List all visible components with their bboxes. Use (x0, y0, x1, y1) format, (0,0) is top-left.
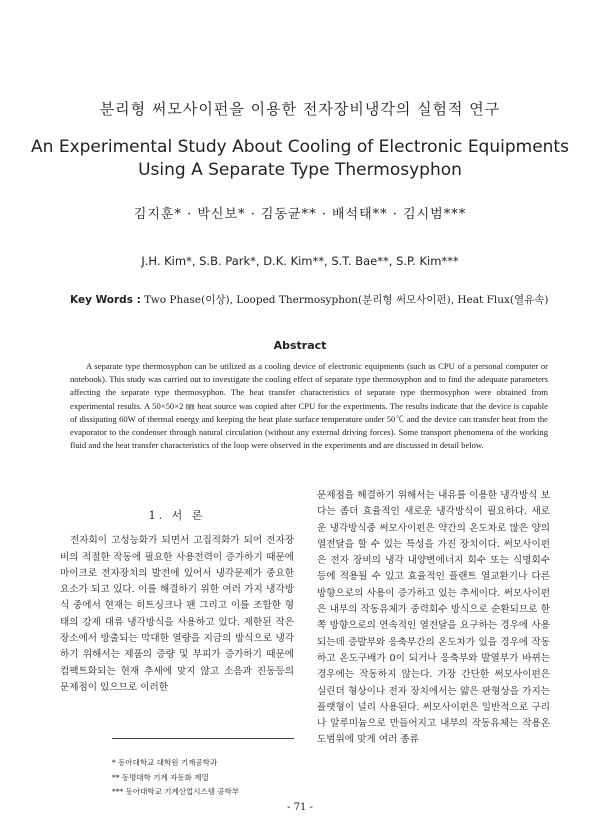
right-column-text: 문제점을 해결하기 위해서는 내유를 이용한 냉각방식 보다는 좀더 효율적인 새로운 냉각방식이 필요하다. 새로운 냉각방식중 써모사이펀은 약간의 온도차로 많은 양의 열전달을 할 수 있는 특성을 가진 장치이다. 써모사이펀은 전자 장비의 냉각 내양변에너지 회수 또는 식명회수 등에 적용될 수 있고 효율적인 플랜트 열교환기나 다른 방향으로의 사용이 증가하고 있는 추세이다. 써모사이펀은 내부의 작동유체가 중력회수 방식으로 순환되므로 한쪽 방향으로의 연속적인 열전달을 요구하는 경우에 사용되는데 증발부와 응축부간의 온도차가 있을 경우에 작동하고 온도구배가 0이 되거나 응축부와 발열부가 바뀌는 경우에는 작동하지 않는다. 가장 간단한 써모사이펀은 실린더 형상이나 전자 장치에서는 얇은 판형상을 가지는 플랫형이 널리 사용된다. 써모사이펀은 일반적으로 구리나 알루미늄으로 만들어지고 내부의 작동유체는 작용온도범위에 맞게 여러 종류 (317, 490, 550, 746)
footnote-2: ** 동명대학 기계 자동화 계열 (112, 772, 209, 782)
korean-authors: 김지훈* · 박신보* · 김동균** · 배석태** · 김시범*** (133, 207, 467, 222)
english-title-line-2: Using A Separate Type Thermosyphon (138, 160, 462, 180)
left-column (60, 508, 294, 696)
keywords (70, 292, 549, 307)
section-heading: 1. 서 론 (148, 509, 206, 522)
footnote-divider (112, 738, 294, 739)
korean-title: 분리형 써모사이펀을 이용한 전자장비냉각의 실험적 연구 (99, 100, 501, 118)
keywords-text: Two Phase(이상), Looped Thermosyphon(분리형 써모사이펀), Heat Flux(열유속) (144, 294, 549, 306)
abstract-heading: Abstract (273, 339, 327, 352)
english-title-line-1: An Experimental Study About Cooling of Electronic Equipments (31, 137, 569, 157)
footnote-1: * 동아대학교 대학원 기계공학과 (112, 758, 218, 767)
english-authors: J.H. Kim*, S.B. Park*, D.K. Kim**, S.T. Bae**, S.P. Kim*** (141, 254, 459, 268)
footnotes (112, 756, 312, 800)
keywords-label: Key Words : (70, 294, 141, 306)
right-column (317, 488, 550, 749)
abstract-body: A separate type thermosyphon can be utilized as a cooling device of electronic equipments (such as CPU of a personal computer or notebook). This study was carried out to investigate the cooling effect of separate type thermosyphon and to find the adequate parameters affecting the separate type thermosyphon. The heat transfer characteristics of separate type thermosyphon were obtained from experimental results. A 50×50×2 ㎜ heat source was copied after CPU for the experiments. The results indicate that the device is capable of dissipating 60W of thermal energy and keeping the heat plate surface temperature under 50℃ and the device can transfer heat from the evaporator to the condenser through natural circulation (without any external driving forces). Some transport phenomena of the working fluid and the heat transfer characteristics of the loop were observed in the experiments and are discussed in detail below. (70, 361, 548, 451)
footnote-3: *** 동아대학교 기계산업시스템 공학부 (112, 787, 240, 796)
page-number: - 71 - (287, 802, 313, 813)
left-column-text: 전자회이 고성능화가 되면서 고집적화가 되어 전자장비의 적절한 작동에 필요한 사용전력이 증가하기 때문에 마이크로 전자장치의 발전에 있어서 냉각문제가 중요한 요소가 되고 있다. 이를 해결하기 위한 여러 가지 냉각방식 중에서 현재는 히트싱크나 팬 그리고 이를 조합한 형태의 강제 대류 냉각방식을 사용하고 있다. 제한된 작은 장소에서 방출되는 막대한 열량을 지금의 방식으로 냉각하기 위해서는 제품의 증량 및 부피가 증가하기 때문에 컴팩트화되는 현재 추세에 맞지 않고 소음과 진동등의 문제점이 있으므로 이러한 (60, 535, 294, 693)
